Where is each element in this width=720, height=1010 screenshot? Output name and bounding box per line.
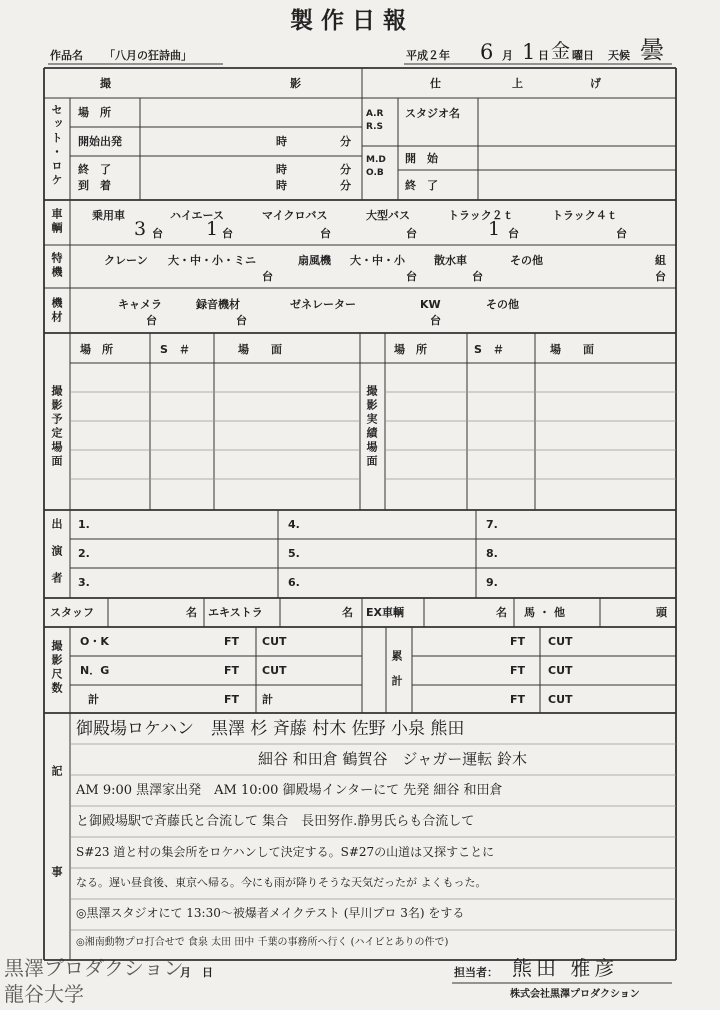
vehicle-unit-5: 台 [508, 227, 519, 240]
minute-label-3: 分 [340, 179, 351, 192]
sound-unit: 台 [236, 314, 247, 327]
date-label: 月 日 [180, 966, 213, 979]
note-line-3: AM 9:00 黒澤家出発 AM 10:00 御殿場インターにて 先発 細谷 和田倉 [76, 783, 503, 798]
equipment-other-label: その他 [486, 298, 519, 311]
note-line-4: と御殿場駅で斉藤氏と合流して 集合 長田努作.静男氏らも合流して [76, 814, 475, 829]
minute-label-2: 分 [340, 163, 351, 176]
actual-s-header: S ＃ [474, 343, 504, 356]
vehicle-count-5: 1 [488, 218, 501, 240]
vehicle-type-2: ハイエース [170, 209, 225, 222]
water-truck-unit: 台 [472, 270, 483, 283]
cast-5: 5. [288, 547, 300, 560]
cast-2: 2. [78, 547, 90, 560]
equipment-label: 機材 [50, 297, 63, 325]
shoot-head-1: 撮 [100, 77, 111, 90]
cast-1: 1. [78, 518, 90, 531]
ft-ok: FT [224, 635, 240, 648]
ft-cumul-2: FT [510, 664, 526, 677]
reporter-label: 担当者： [454, 966, 498, 979]
work-title-underline [48, 63, 223, 66]
cut-ng: CUT [262, 664, 287, 677]
finish-head-1: 仕 [430, 77, 441, 90]
vehicle-unit-2: 台 [222, 227, 233, 240]
note-line-2: 細谷 和田倉 鶴賀谷 ジャガー運転 鈴木 [258, 750, 528, 768]
planned-scenes-label: 撮影予定場面 [50, 385, 63, 469]
cast-6: 6. [288, 576, 300, 589]
ft-total: FT [224, 693, 240, 706]
fan-label: 扇風機 [298, 254, 331, 267]
hour-label-2: 時 [276, 163, 287, 176]
crane-unit: 台 [262, 270, 273, 283]
hour-label-3: 時 [276, 179, 287, 192]
hour-label-1: 時 [276, 135, 287, 148]
finish-head-2: 上 [512, 77, 523, 90]
vehicle-count-1: 3 [134, 218, 147, 240]
staff-label: スタッフ [50, 606, 94, 619]
vehicle-type-5: トラック２ｔ [448, 209, 514, 222]
ng-label: N．G [80, 664, 110, 677]
company-name: 株式会社黒澤プロダクション [510, 989, 640, 1000]
month-value: 6 [480, 40, 494, 64]
ft-cumul-3: FT [510, 693, 526, 706]
cut-cumul-3: CUT [548, 693, 573, 706]
cast-7: 7. [486, 518, 498, 531]
note-line-5: S#23 道と村の集会所をロケハンして決定する。S#27の山道は又探すことに [76, 845, 495, 859]
special-label: 特機 [50, 252, 63, 280]
kw-label: KW [420, 298, 441, 311]
note-line-6: なる。遅い昼食後、東京へ帰る。今にも雨が降りそうな天気だったが よくもった。 [76, 876, 487, 889]
actual-place-header: 場 所 [394, 343, 427, 356]
generator-label: ゼネレーター [290, 298, 356, 311]
footage-label: 撮影尺数 [50, 640, 63, 696]
cast-label: 出演者 [50, 518, 63, 599]
watermark-line-2: 龍谷大学 [4, 982, 84, 1006]
finish-end-label: 終 了 [405, 179, 438, 192]
vehicle-unit-6: 台 [616, 227, 627, 240]
place-label: 場 所 [78, 106, 111, 119]
reporter-name: 熊田 雅彦 [512, 956, 619, 980]
vehicle-type-1: 乗用車 [92, 209, 125, 222]
minute-label-1: 分 [340, 135, 351, 148]
finish-start-label: 開 始 [405, 152, 438, 165]
sound-label: 録音機材 [196, 298, 240, 311]
watermark-line-1: 黒澤プロダクション [4, 956, 184, 980]
finish-head-3: げ [590, 77, 601, 90]
cast-8: 8. [486, 547, 498, 560]
date-underline [404, 63, 672, 66]
notes-label: 記事 [50, 765, 63, 967]
camera-label: キャメラ [118, 298, 162, 311]
cast-9: 9. [486, 576, 498, 589]
era-label: 平成２年 [406, 49, 450, 62]
vehicle-unit-4: 台 [406, 227, 417, 240]
plan-place-header: 場 所 [80, 343, 113, 356]
arrive-label: 到 着 [78, 179, 111, 192]
note-line-1: 御殿場ロケハン 黒澤 杉 斉藤 村木 佐野 小泉 熊田 [76, 719, 465, 739]
crane-sizes-label: 大・中・小・ミニ [168, 254, 256, 267]
start-depart-label: 開始出発 [78, 135, 122, 148]
special-other-label: その他 [510, 254, 543, 267]
ars-label: A.R R.S [366, 109, 384, 132]
work-label: 作品名 [50, 49, 83, 62]
note-line-7: ◎黒澤スタジオにて 13:30～被爆者メイクテスト (早川プロ 3名) をする [76, 906, 465, 920]
total-label-cut: 計 [262, 693, 273, 706]
ft-ng: FT [224, 664, 240, 677]
vehicle-type-4: 大型バス [366, 209, 410, 222]
weather-label: 天候 [608, 49, 630, 62]
horse-unit: 頭 [656, 606, 667, 619]
end-label: 終 了 [78, 163, 111, 176]
special-set-unit-1: 組 [655, 254, 666, 267]
cut-cumul-1: CUT [548, 635, 573, 648]
plan-scene-header: 場 面 [238, 343, 282, 356]
weekday-value: 金 [551, 40, 571, 62]
cut-ok: CUT [262, 635, 287, 648]
vehicle-type-6: トラック４ｔ [552, 209, 618, 222]
kw-unit: 台 [430, 314, 441, 327]
set-location-label: セット・ロケ [50, 104, 63, 188]
document-title: 製作日報 [290, 8, 414, 34]
month-unit: 月 [502, 49, 513, 62]
studio-name-label: スタジオ名 [405, 107, 460, 120]
day-value: 1 [522, 40, 536, 64]
crane-label: クレーン [104, 254, 148, 267]
staff-count-unit: 名 [186, 606, 197, 619]
weather-value: 曇 [640, 36, 664, 64]
vehicle-type-3: マイクロバス [262, 209, 328, 222]
cast-4: 4. [288, 518, 300, 531]
weekday-unit: 曜日 [572, 49, 594, 62]
total-label-left: 計 [88, 693, 99, 706]
extra-count-unit: 名 [342, 606, 353, 619]
note-line-8: ◎湘南動物プロ打合せで 食泉 太田 田中 千葉の事務所へ行く (ハイビとありの件で) [76, 937, 449, 948]
vehicle-count-2: 1 [206, 218, 219, 240]
actual-scene-header: 場 面 [550, 343, 594, 356]
water-truck-label: 散水車 [434, 254, 467, 267]
camera-unit: 台 [146, 314, 157, 327]
work-title: 「八月の狂詩曲」 [104, 49, 192, 62]
vehicles-label: 車輌 [50, 208, 63, 236]
plan-s-header: S ＃ [160, 343, 190, 356]
ex-vehicle-label: EX車輌 [366, 606, 404, 619]
ex-count-unit: 名 [496, 606, 507, 619]
extra-label: エキストラ [208, 606, 263, 619]
fan-sizes-label: 大・中・小 [350, 254, 405, 267]
actual-scenes-label: 撮影実績場面 [365, 385, 378, 469]
ft-cumul-1: FT [510, 635, 526, 648]
day-unit: 日 [538, 49, 549, 62]
fan-unit: 台 [406, 270, 417, 283]
cut-cumul-2: CUT [548, 664, 573, 677]
cast-3: 3. [78, 576, 90, 589]
vehicle-unit-1: 台 [152, 227, 163, 240]
ok-label: O・K [80, 635, 109, 648]
shoot-head-2: 影 [290, 77, 301, 90]
vehicle-unit-3: 台 [320, 227, 331, 240]
mdob-label: M.D O.B [366, 155, 386, 178]
cumulative-label: 累計 [390, 650, 403, 700]
horse-label: 馬・他 [524, 606, 569, 619]
special-other-unit: 台 [655, 270, 666, 283]
reporter-underline [452, 982, 672, 985]
